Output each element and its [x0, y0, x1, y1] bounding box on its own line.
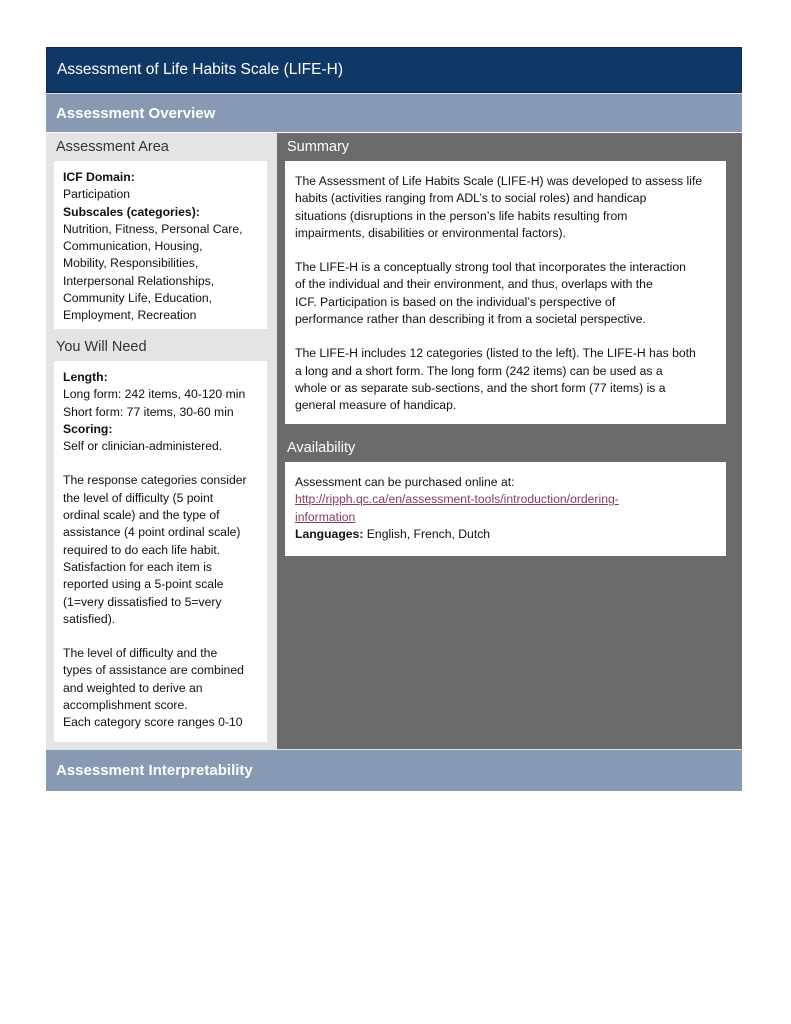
summary-line: whole or as separate sub-sections, and the short form (77 items) is a — [295, 380, 666, 395]
subscales-line: Nutrition, Fitness, Personal Care, — [63, 221, 243, 236]
icf-domain-value: Participation — [63, 187, 131, 202]
response-line: ordinal scale) and the type of — [63, 508, 220, 523]
languages-row — [295, 526, 716, 543]
title-bar — [46, 47, 742, 93]
languages-label: Languages: — [295, 526, 364, 541]
overview-body — [46, 132, 742, 749]
subscales-line: Communication, Housing, — [63, 239, 203, 254]
summary-line: habits (activities ranging from ADL’s to social roles) and handicap — [295, 191, 647, 206]
response-line: reported using a 5-point scale — [63, 577, 224, 592]
response-line: The response categories consider — [63, 473, 247, 488]
summary-line: impairments, disabilities or environmental factors). — [295, 225, 566, 240]
subscales-line: Community Life, Education, — [63, 291, 213, 306]
assessment-overview-bar — [46, 93, 742, 132]
length-line: Long form: 242 items, 40-120 min — [63, 387, 246, 402]
difficulty-line: and weighted to derive an — [63, 680, 203, 695]
availability-box — [285, 462, 726, 556]
summary-line: performance rather than describing it from a societal perspective. — [295, 312, 646, 327]
you-will-need-box — [54, 361, 267, 742]
summary-line: ICF. Participation is based on the individual’s perspective of — [295, 294, 616, 309]
document-page — [46, 47, 742, 791]
right-column — [277, 133, 742, 749]
response-line: the level of difficulty (5 point — [63, 490, 214, 505]
response-line: required to do each life habit. — [63, 542, 221, 557]
languages-value: English, French, Dutch — [363, 526, 491, 541]
summary-line: a long and a short form. The long form (242 items) can be used as a — [295, 363, 663, 378]
summary-line: general measure of handicap. — [295, 398, 457, 413]
assessment-area-heading: Assessment Area — [56, 139, 169, 155]
summary-line: The Assessment of Life Habits Scale (LIFE-H) was developed to assess life — [295, 174, 703, 188]
subscales-label: Subscales (categories): — [63, 204, 200, 219]
assessment-interpretability-bar — [46, 749, 742, 791]
ordering-link-continued[interactable]: information — [295, 509, 356, 524]
difficulty-line: accomplishment score. — [63, 698, 188, 713]
left-column — [46, 133, 277, 749]
response-line: Satisfaction for each item is — [63, 559, 213, 574]
response-line: assistance (4 point ordinal scale) — [63, 525, 241, 540]
difficulty-line: types of assistance are combined — [63, 663, 244, 678]
document-title: Assessment of Life Habits Scale (LIFE-H) — [57, 61, 343, 78]
response-line: satisfied). — [63, 611, 116, 626]
summary-box — [285, 161, 726, 424]
subscales-line: Employment, Recreation — [63, 308, 197, 323]
scoring-value: Self or clinician-administered. — [63, 439, 223, 454]
length-line: Short form: 77 items, 30-60 min — [63, 404, 234, 419]
assessment-interpretability-heading: Assessment Interpretability — [56, 762, 253, 779]
difficulty-line: The level of difficulty and the — [63, 646, 218, 661]
summary-heading: Summary — [287, 139, 350, 155]
availability-heading: Availability — [287, 440, 356, 456]
assessment-area-box — [54, 161, 267, 329]
summary-line: The LIFE-H is a conceptually strong tool that incorporates the interaction — [295, 260, 686, 275]
summary-line: situations (disruptions in the person’s life habits resulting from — [295, 208, 628, 223]
you-will-need-heading: You Will Need — [56, 339, 147, 355]
subscales-line: Mobility, Responsibilities, — [63, 256, 199, 271]
summary-line: The LIFE-H includes 12 categories (listed to the left). The LIFE-H has both — [295, 346, 696, 361]
ordering-link[interactable]: http://ripph.qc.ca/en/assessment-tools/introduction/ordering- — [295, 492, 619, 507]
scoring-label: Scoring: — [63, 421, 113, 436]
icf-domain-label: ICF Domain: — [63, 170, 135, 184]
difficulty-line: Each category score ranges 0-10 — [63, 715, 243, 730]
subscales-line: Interpersonal Relationships, — [63, 273, 215, 288]
response-line: (1=very dissatisfied to 5=very — [63, 594, 222, 609]
length-label: Length: — [63, 370, 108, 384]
availability-intro: Assessment can be purchased online at: — [295, 475, 515, 489]
assessment-overview-heading: Assessment Overview — [56, 104, 216, 122]
summary-line: of the individual and their environment, and thus, overlaps with the — [295, 277, 653, 292]
